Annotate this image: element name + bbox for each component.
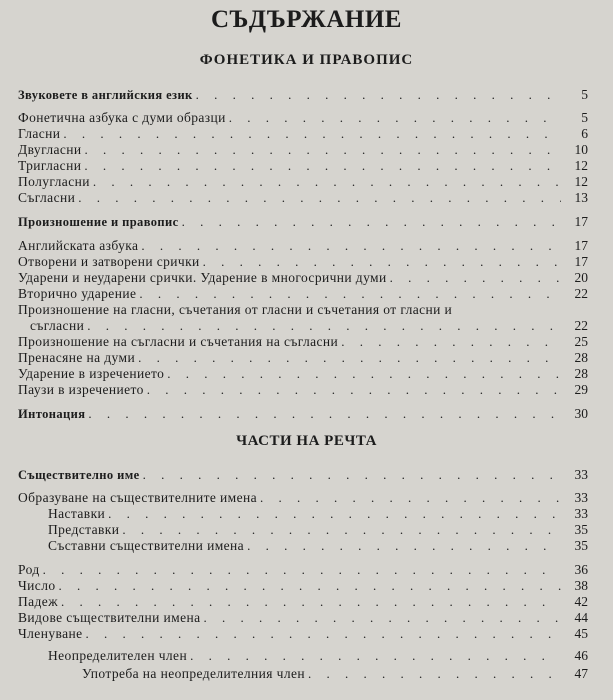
toc-entry-page: 47 xyxy=(574,666,588,681)
toc-entry-label: Представки xyxy=(48,522,120,537)
part-heading-phonetics: ФОНЕТИКА И ПРАВОПИС xyxy=(199,52,414,68)
toc-entry-label: Двугласни xyxy=(18,142,82,157)
toc-entry-label: Неопределителен член xyxy=(48,648,188,663)
toc-entry-page: 38 xyxy=(574,578,588,593)
toc-entry-label: Род xyxy=(18,562,40,577)
toc-entry-page: 33 xyxy=(574,506,588,521)
toc-entry[interactable] xyxy=(18,238,588,254)
toc-entry-page: 42 xyxy=(574,594,588,609)
toc-entry[interactable] xyxy=(18,254,588,270)
toc-entry-page: 20 xyxy=(574,270,588,285)
toc-entry[interactable] xyxy=(18,190,588,206)
toc-entry-label: Интонация xyxy=(18,407,86,421)
toc-entry-page: 33 xyxy=(574,490,588,505)
toc-entry-page: 28 xyxy=(574,366,588,381)
toc-entry-page: 25 xyxy=(574,334,588,349)
toc-entry[interactable] xyxy=(18,538,588,554)
toc-entry-label: Гласни xyxy=(18,126,61,141)
toc-entry-page: 5 xyxy=(581,110,588,125)
toc-entry-label: Пренасяне на думи xyxy=(18,350,136,365)
toc-entry-label: Членуване xyxy=(18,626,83,641)
toc-entry[interactable] xyxy=(18,318,588,334)
toc-entry-wrapped-line[interactable]: Произношение на гласни, съчетания от гласни и съчетания от гласни и xyxy=(18,302,453,317)
toc-entry-label: Звуковете в английския език xyxy=(18,88,193,102)
toc-entry[interactable] xyxy=(18,610,588,626)
toc-entry[interactable] xyxy=(18,467,588,483)
toc-entry[interactable] xyxy=(18,126,588,142)
toc-entry[interactable] xyxy=(18,490,588,506)
part-heading-parts-of-speech: ЧАСТИ НА РЕЧТА xyxy=(236,433,377,449)
toc-entry[interactable] xyxy=(18,648,588,664)
toc-entry-page: 22 xyxy=(574,286,588,301)
toc-entry[interactable] xyxy=(18,174,588,190)
toc-entry-label: Число xyxy=(18,578,56,593)
toc-entry-label: Произношение и правопис xyxy=(18,215,179,229)
toc-entry[interactable] xyxy=(18,594,588,610)
toc-entry-label: Образуване на съществителните имена xyxy=(18,490,258,505)
toc-entry[interactable] xyxy=(18,578,588,594)
toc-entry[interactable] xyxy=(18,666,588,682)
toc-entry-page: 10 xyxy=(574,142,588,157)
toc-entry-label: Ударени и неударени срички. Ударение в многосрични думи xyxy=(18,270,387,285)
toc-entry[interactable] xyxy=(18,334,588,350)
toc-entry[interactable] xyxy=(18,110,588,126)
toc-entry-page: 36 xyxy=(574,562,588,577)
toc-entry-label: Фонетична азбука с думи образци xyxy=(18,110,226,125)
toc-entry-label: Вторично ударение xyxy=(18,286,137,301)
toc-entry-label: Английската азбука xyxy=(18,238,139,253)
toc-entry-label: Ударение в изречението xyxy=(18,366,165,381)
toc-entry[interactable] xyxy=(18,214,588,230)
toc-entry-page: 12 xyxy=(574,174,588,189)
toc-entry-label: Тригласни xyxy=(18,158,82,173)
toc-entry[interactable] xyxy=(18,366,588,382)
toc-entry-page: 33 xyxy=(574,467,588,482)
toc-entry-label: Отворени и затворени срички xyxy=(18,254,200,269)
toc-entry-label: Полугласни xyxy=(18,174,90,189)
toc-entry-page: 29 xyxy=(574,382,588,397)
toc-entry[interactable] xyxy=(18,406,588,422)
toc-entry-page: 17 xyxy=(574,214,588,229)
toc-entry-label: Видове съществителни имена xyxy=(18,610,201,625)
toc-entry[interactable] xyxy=(18,270,588,286)
toc-entry-page: 46 xyxy=(574,648,588,663)
toc-entry[interactable] xyxy=(18,87,588,103)
toc-entry[interactable] xyxy=(18,158,588,174)
toc-entry[interactable] xyxy=(18,142,588,158)
toc-entry[interactable] xyxy=(18,562,588,578)
toc-entry[interactable] xyxy=(18,350,588,366)
toc-entry[interactable] xyxy=(18,286,588,302)
toc-entry-page: 5 xyxy=(581,87,588,102)
toc-entry-page: 17 xyxy=(574,238,588,253)
toc-entry-page: 35 xyxy=(574,538,588,553)
toc-entry-page: 22 xyxy=(574,318,588,333)
toc-entry-label: Падеж xyxy=(18,594,58,609)
toc-entry-label: Паузи в изречението xyxy=(18,382,144,397)
toc-entry-label: съгласни xyxy=(30,318,85,333)
page-title: СЪДЪРЖАНИЕ xyxy=(211,6,402,33)
toc-entry-page: 35 xyxy=(574,522,588,537)
toc-entry-page: 12 xyxy=(574,158,588,173)
toc-entry-label: Произношение на съгласни и съчетания на съгласни xyxy=(18,334,339,349)
toc-entry[interactable] xyxy=(18,506,588,522)
toc-entry[interactable] xyxy=(18,382,588,398)
toc-entry-page: 44 xyxy=(574,610,588,625)
toc-entry-label: Употреба на неопределителния член xyxy=(82,666,305,681)
toc-entry-label: Съставни съществителни имена xyxy=(48,538,245,553)
toc-entry-page: 45 xyxy=(574,626,588,641)
toc-entry-label: Съществително име xyxy=(18,468,140,482)
toc-entry[interactable] xyxy=(18,522,588,538)
toc-entry-page: 13 xyxy=(574,190,588,205)
toc-entry-page: 28 xyxy=(574,350,588,365)
toc-entry-page: 6 xyxy=(581,126,588,141)
toc-entry-page: 30 xyxy=(574,406,588,421)
toc-entry-page: 17 xyxy=(574,254,588,269)
toc-entry-label: Съгласни xyxy=(18,190,76,205)
toc-entry-label: Наставки xyxy=(48,506,106,521)
toc-entry[interactable] xyxy=(18,626,588,642)
